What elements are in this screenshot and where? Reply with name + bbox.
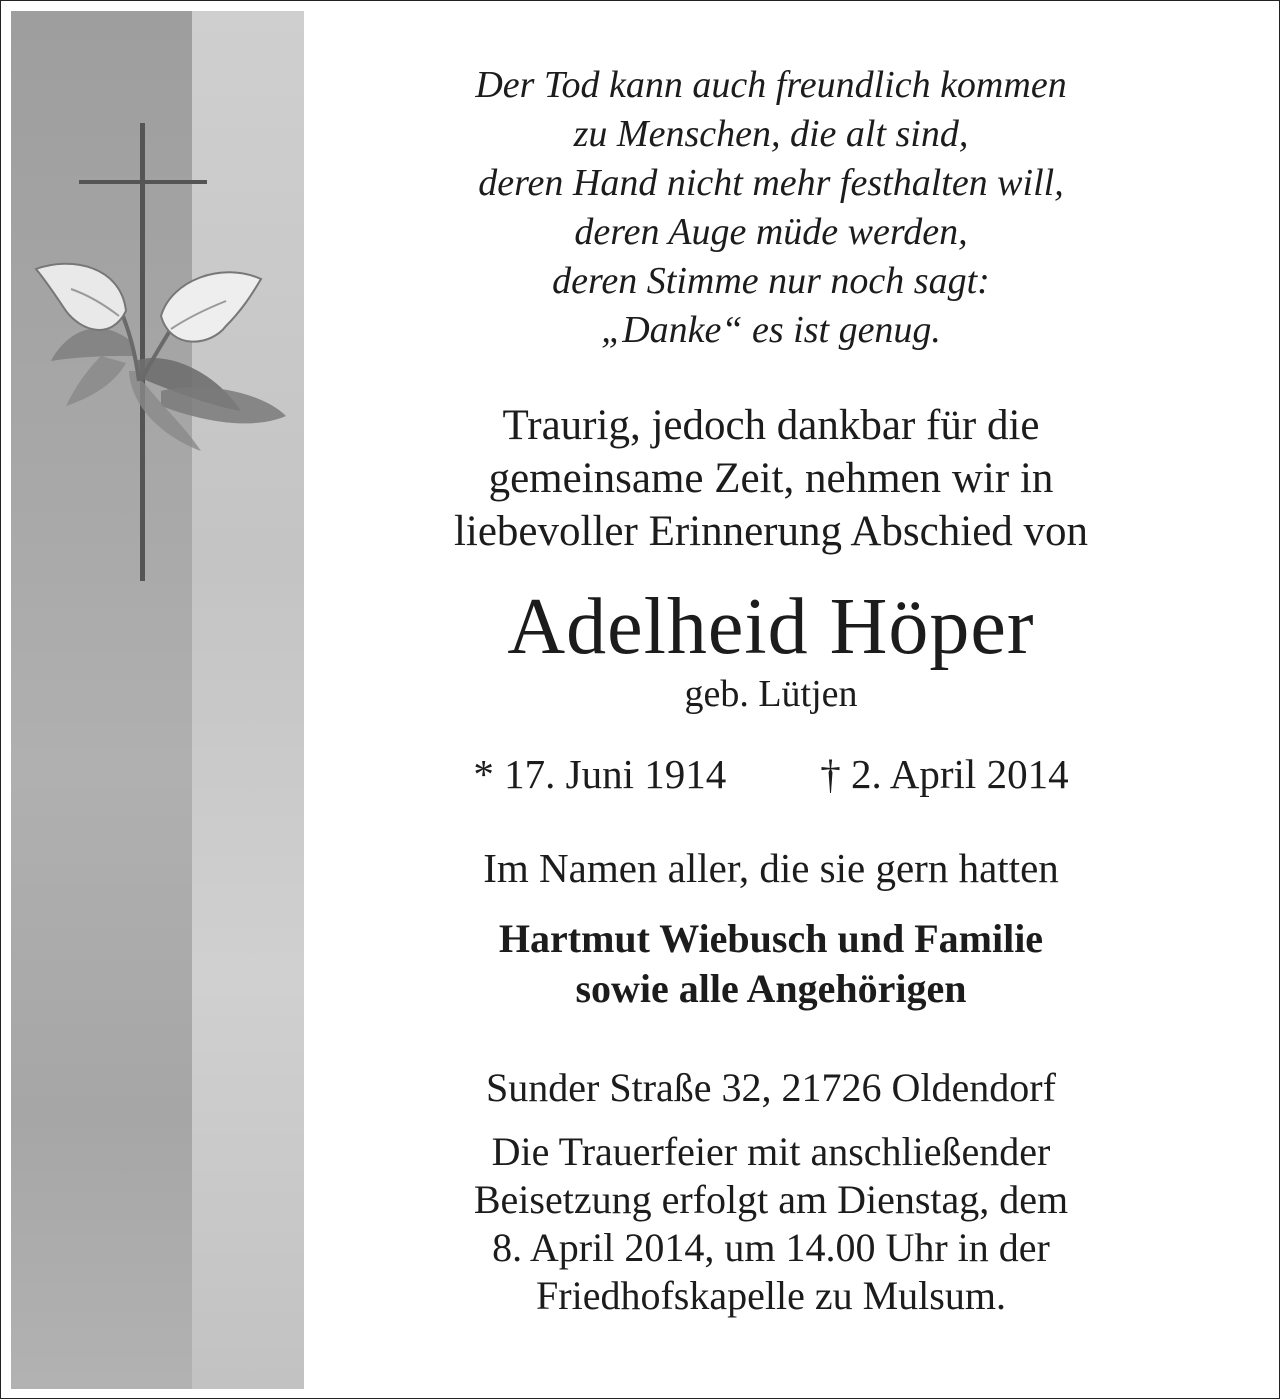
funeral-line: 8. April 2014, um 14.00 Uhr in der (492, 1225, 1050, 1270)
signoff: Im Namen aller, die sie gern hatten (483, 845, 1059, 891)
mourners-line: sowie alle Angehörigen (575, 966, 967, 1011)
address: Sunder Straße 32, 21726 Oldendorf (486, 1065, 1056, 1110)
poem-line: „Danke“ es ist genug. (601, 309, 941, 351)
birth-date: * 17. Juni 1914 (473, 751, 727, 797)
intro-line: liebevoller Erinnerung Abschied von (453, 508, 1089, 555)
poem-line: deren Auge müde werden, (574, 211, 968, 253)
poem-line: deren Stimme nur noch sagt: (552, 260, 990, 302)
death-date: † 2. April 2014 (820, 751, 1069, 797)
obituary-text (331, 41, 1211, 1320)
poem-line: zu Menschen, die alt sind, (573, 113, 969, 155)
intro-line: gemeinsame Zeit, nehmen wir in (488, 455, 1054, 502)
funeral-line: Die Trauerfeier mit anschließender (491, 1129, 1051, 1174)
maiden-name: geb. Lütjen (684, 673, 858, 715)
funeral-details (331, 1128, 1211, 1320)
decorative-strip (11, 11, 304, 1389)
deceased-name: Adelheid Höper (507, 583, 1035, 671)
poem-line: deren Hand nicht mehr festhalten will, (478, 162, 1064, 204)
poem (331, 61, 1211, 355)
cross-and-lily-art (11, 11, 304, 1389)
life-dates (331, 750, 1211, 798)
farewell-intro (331, 399, 1211, 558)
intro-line: Traurig, jedoch dankbar für die (502, 402, 1040, 449)
mourners-line: Hartmut Wiebusch und Familie (498, 916, 1044, 961)
calla-lily-icon (36, 264, 286, 451)
mourners (331, 914, 1211, 1014)
funeral-line: Beisetzung erfolgt am Dienstag, dem (473, 1177, 1069, 1222)
poem-line: Der Tod kann auch freundlich kommen (475, 64, 1067, 106)
funeral-line: Friedhofskapelle zu Mulsum. (536, 1273, 1006, 1318)
